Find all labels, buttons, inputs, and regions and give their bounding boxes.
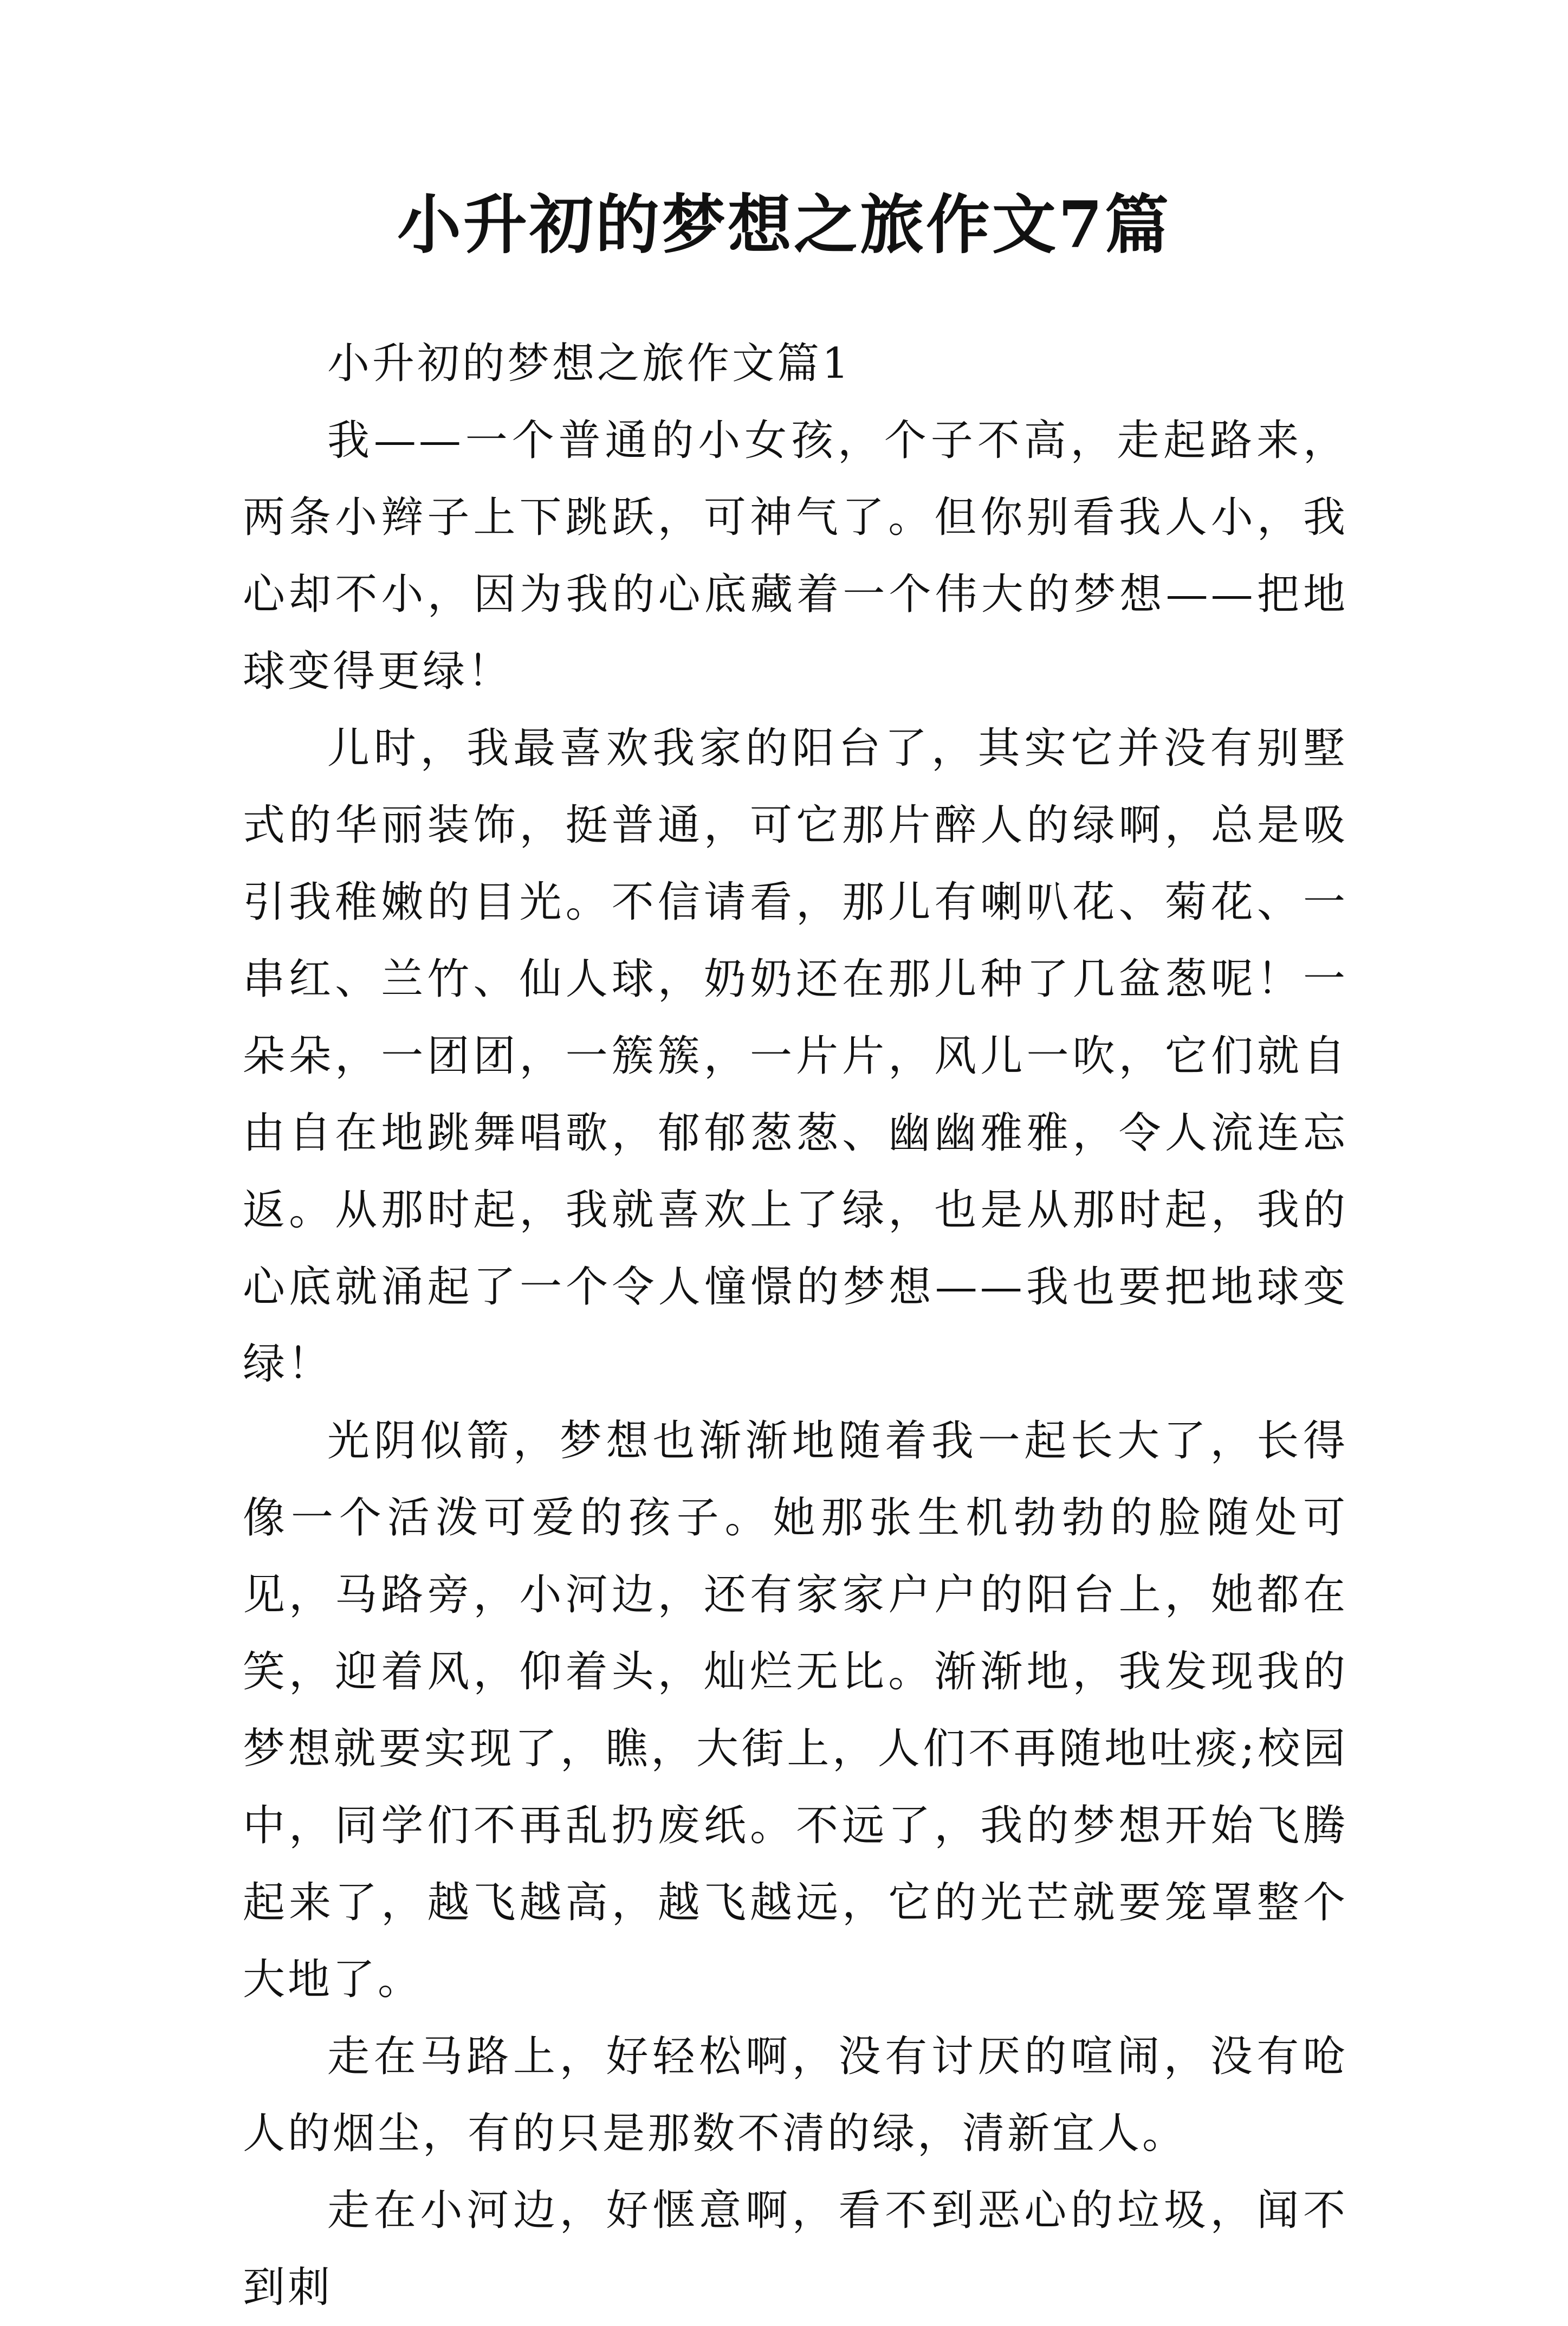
paragraph-1: 我——一个普通的小女孩，个子不高，走起路来，两条小辫子上下跳跃，可神气了。但你别看我人小，我心却不小，因为我的心底藏着一个伟大的梦想——把地球变得更绿！	[243, 416, 1348, 696]
paragraph-5: 走在小河边，好惬意啊，看不到恶心的垃圾，闻不到刺	[243, 2186, 1348, 2312]
paragraph-2: 儿时，我最喜欢我家的阳台了，其实它并没有别墅式的华丽装饰，挺普通，可它那片醉人的绿啊，总是吸引我稚嫩的目光。不信请看，那儿有喇叭花、菊花、一串红、兰竹、仙人球，奶奶还在那儿种了几盆葱呢！一朵朵，一团团，一簇簇，一片片，风儿一吹，它们就自由自在地跳舞唱歌，郁郁葱葱、幽幽雅雅，令人流连忘返。从那时起，我就喜欢上了绿，也是从那时起，我的心底就涌起了一个令人憧憬的梦想——我也要把地球变绿！	[243, 724, 1348, 1388]
paragraph-4: 走在马路上，好轻松啊，没有讨厌的喧闹，没有呛人的烟尘，有的只是那数不清的绿，清新宜人。	[243, 2032, 1348, 2158]
section-heading: 小升初的梦想之旅作文篇1	[327, 339, 852, 388]
document-title: 小升初的梦想之旅作文7篇	[397, 187, 1171, 262]
document-body	[243, 325, 1348, 2326]
paragraph-3: 光阴似箭，梦想也渐渐地随着我一起长大了，长得像一个活泼可爱的孩子。她那张生机勃勃的脸随处可见，马路旁，小河边，还有家家户户的阳台上，她都在笑，迎着风，仰着头，灿烂无比。渐渐地，我发现我的梦想就要实现了，瞧，大街上，人们不再随地吐痰;校园中，同学们不再乱扔废纸。不远了，我的梦想开始飞腾起来了，越飞越高，越飞越远，它的光芒就要笼罩整个大地了。	[243, 1417, 1348, 2004]
